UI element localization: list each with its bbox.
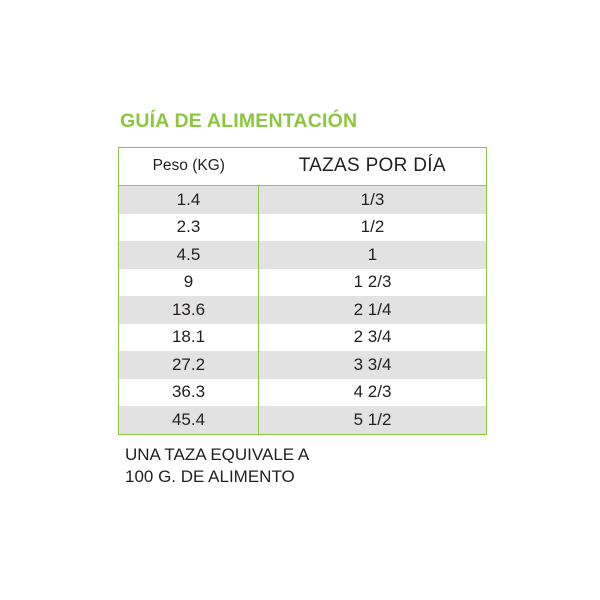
cell-cups: 4 2/3: [259, 379, 487, 407]
table-row: [119, 241, 487, 269]
feeding-guide-table: [118, 147, 487, 435]
table-row: [119, 214, 487, 242]
cell-weight: 18.1: [119, 324, 259, 352]
serving-note: [125, 444, 486, 489]
column-header-cups: TAZAS POR DÍA: [259, 148, 487, 186]
feeding-guide-panel: [118, 110, 486, 488]
cell-weight: 4.5: [119, 241, 259, 269]
cell-cups: 2 3/4: [259, 324, 487, 352]
cell-cups: 2 1/4: [259, 296, 487, 324]
table-row: [119, 379, 487, 407]
table-row: [119, 406, 487, 434]
table-row: [119, 186, 487, 214]
serving-note-line-2: 100 G. DE ALIMENTO: [125, 466, 295, 486]
cell-weight: 9: [119, 269, 259, 297]
column-header-weight: Peso (KG): [119, 148, 259, 186]
table-row: [119, 269, 487, 297]
cell-cups: 1 2/3: [259, 269, 487, 297]
table-body: [119, 186, 487, 435]
cell-cups: 1/2: [259, 214, 487, 242]
cell-weight: 1.4: [119, 186, 259, 214]
cell-cups: 5 1/2: [259, 406, 487, 434]
table-header: [119, 148, 487, 186]
table-row: [119, 351, 487, 379]
cell-cups: 3 3/4: [259, 351, 487, 379]
cell-weight: 27.2: [119, 351, 259, 379]
cell-weight: 2.3: [119, 214, 259, 242]
serving-note-line-1: UNA TAZA EQUIVALE A: [125, 444, 310, 464]
cell-weight: 36.3: [119, 379, 259, 407]
cell-cups: 1/3: [259, 186, 487, 214]
cell-cups: 1: [259, 241, 487, 269]
table-row: [119, 296, 487, 324]
table-row: [119, 324, 487, 352]
cell-weight: 13.6: [119, 296, 259, 324]
table-header-row: [119, 148, 487, 186]
cell-weight: 45.4: [119, 406, 259, 434]
page-title: GUÍA DE ALIMENTACIÓN: [120, 110, 358, 132]
